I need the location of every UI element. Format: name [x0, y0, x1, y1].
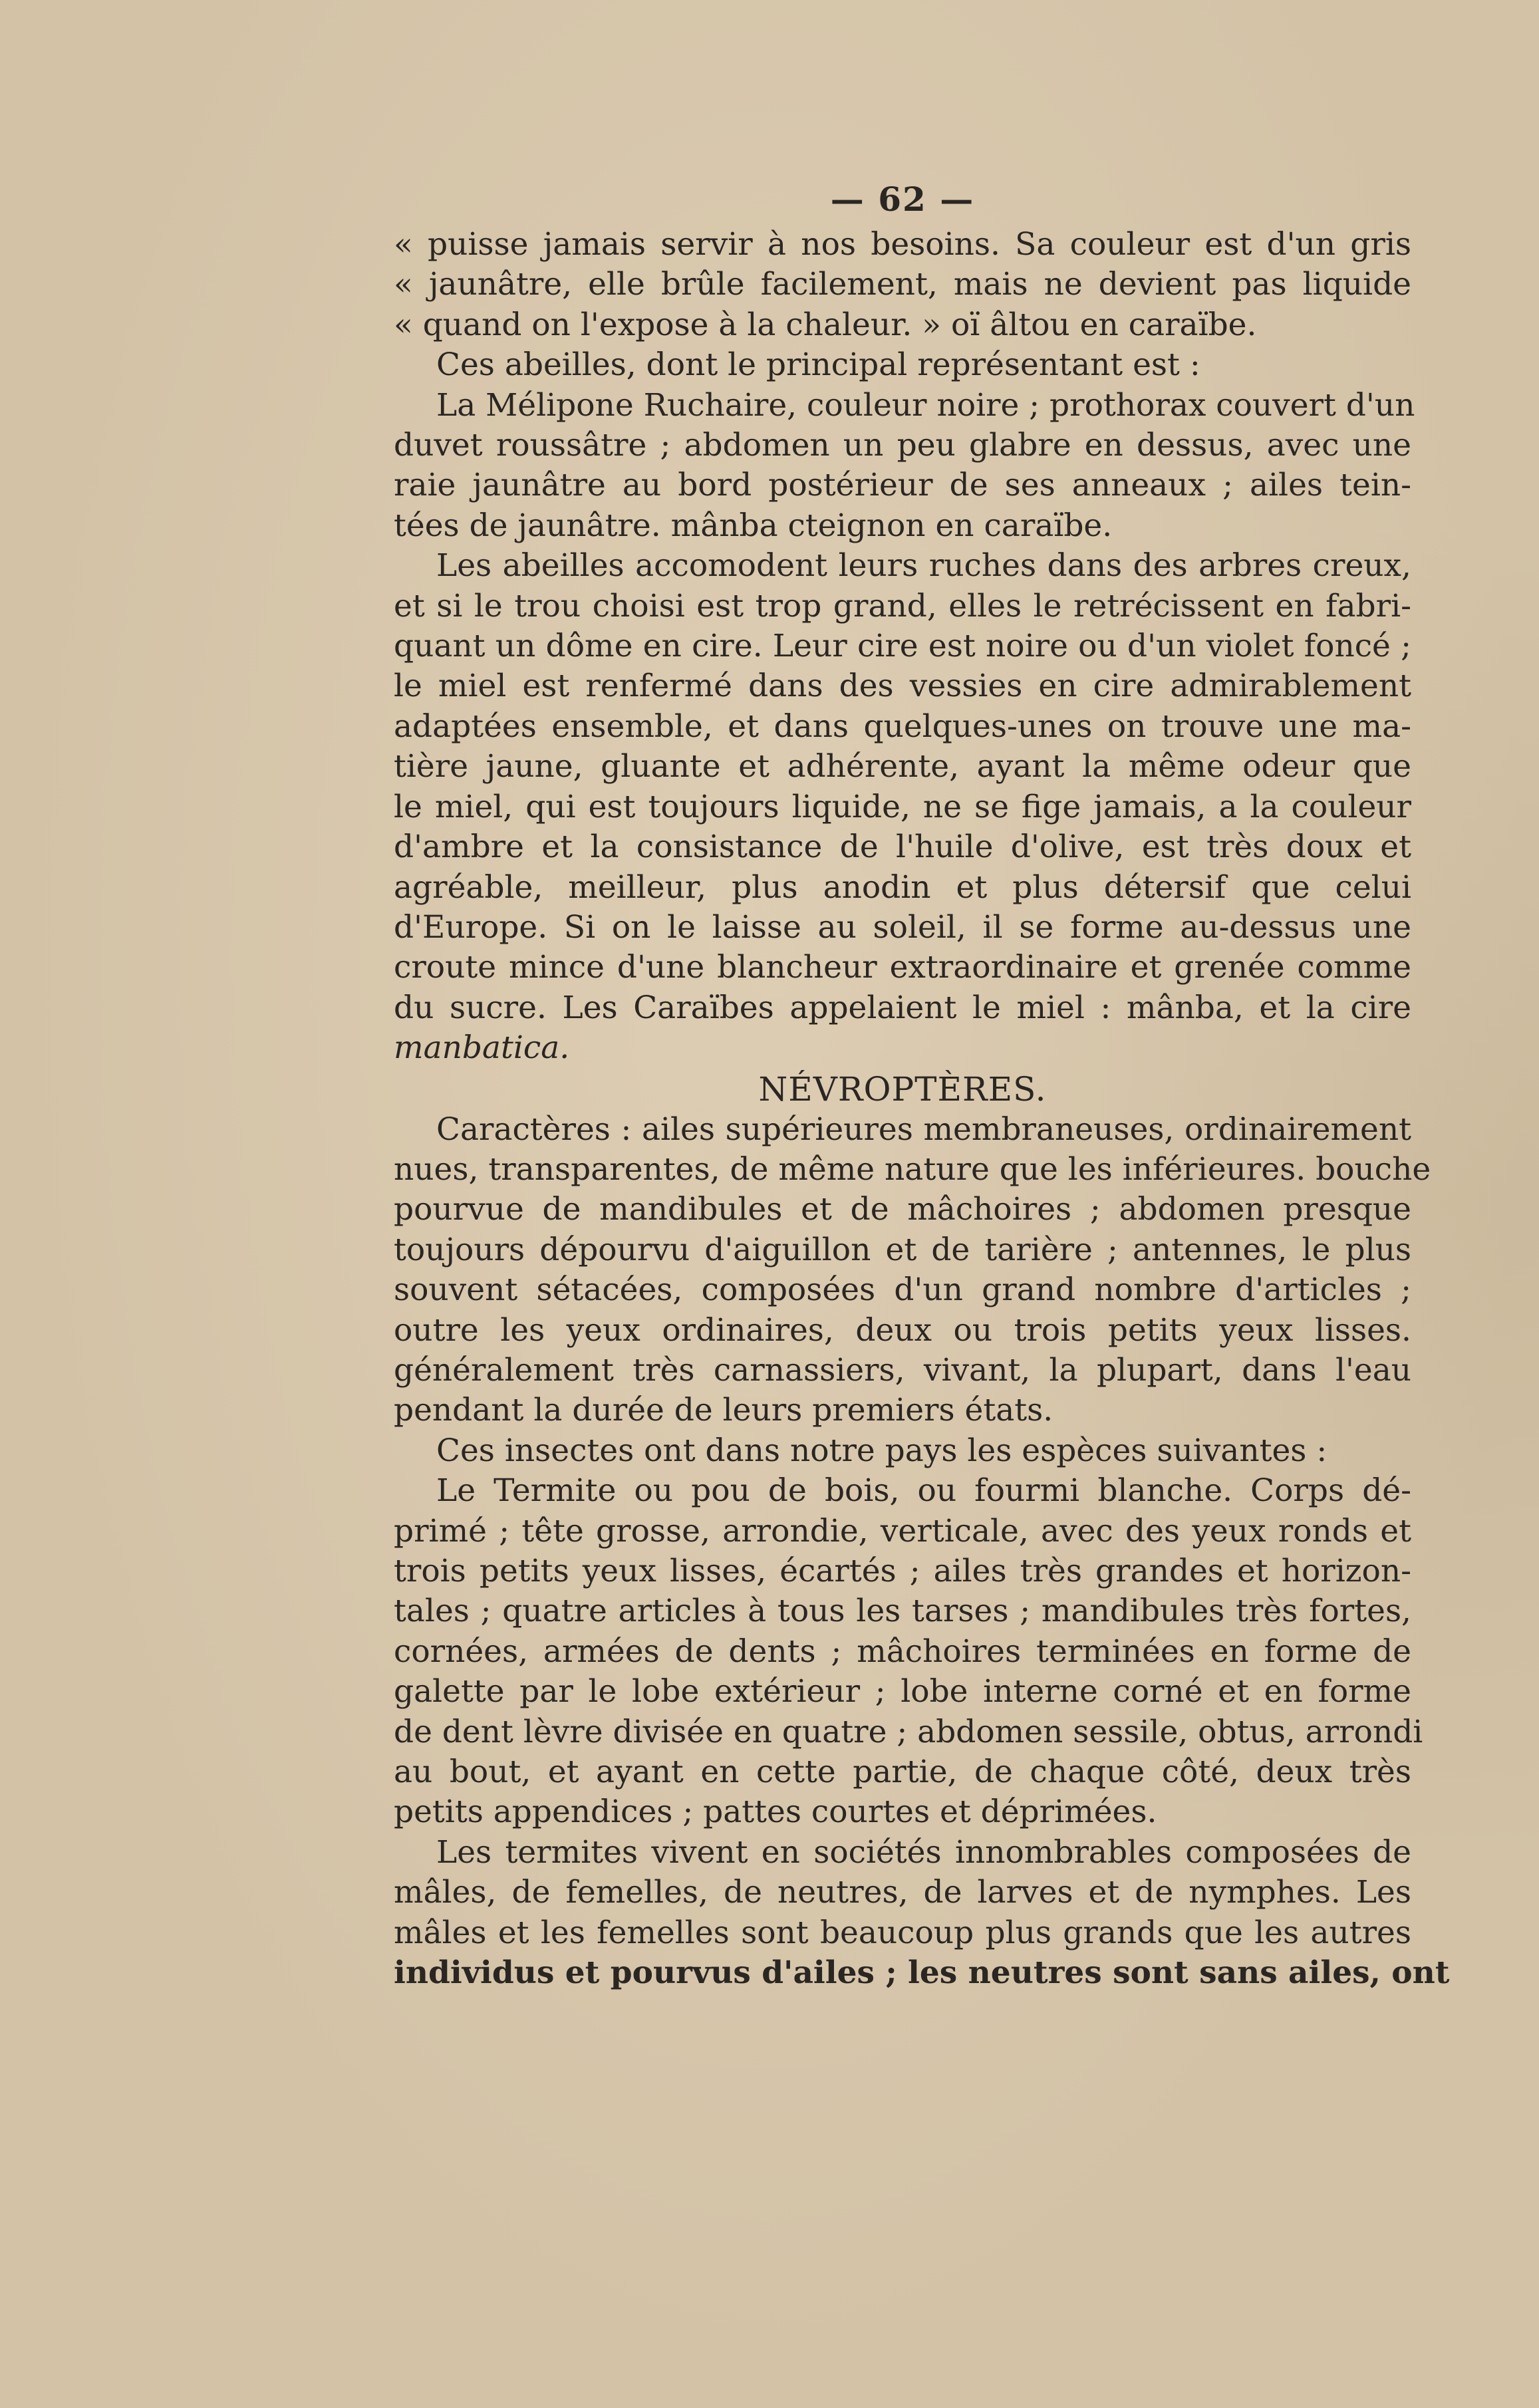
- text-line: tales ; quatre articles à tous les tarses ; mandibules très fortes,: [394, 1593, 1411, 1630]
- paragraph-ruches: [394, 546, 1411, 1068]
- text-line: galette par le lobe extérieur ; lobe interne corné et en forme: [394, 1673, 1411, 1710]
- text-line: agréable, meilleur, plus anodin et plus détersif que celui: [394, 869, 1411, 906]
- text-line: toujours dépourvu d'aiguillon et de tarière ; antennes, le plus: [394, 1231, 1411, 1268]
- text-line: manbatica.: [394, 1029, 570, 1067]
- text-line: petits appendices ; pattes courtes et déprimées.: [394, 1794, 1157, 1831]
- text-line: souvent sétacées, composées d'un grand nombre d'articles ;: [394, 1271, 1411, 1309]
- text-line: Ces abeilles, dont le principal représentant est :: [436, 346, 1200, 384]
- paragraph-abeilles-intro: [394, 345, 1411, 385]
- quote-continuation: [394, 225, 1411, 345]
- text-line: pourvue de mandibules et de mâchoires ; abdomen presque: [394, 1191, 1411, 1228]
- text-line: « quand on l'expose à la chaleur. » oï âltou en caraïbe.: [394, 306, 1257, 343]
- text-line: pendant la durée de leurs premiers états.: [394, 1392, 1053, 1429]
- text-line: « jaunâtre, elle brûle facilement, mais ne devient pas liquide: [394, 266, 1411, 303]
- text-line: tière jaune, gluante et adhérente, ayant la même odeur que: [394, 748, 1411, 785]
- book-page: [394, 180, 1450, 2308]
- text-line: adaptées ensemble, et dans quelques-unes on trouve une ma-: [394, 708, 1411, 745]
- paragraph-especes: [394, 1431, 1411, 1471]
- text-line: croute mince d'une blancheur extraordinaire et grenée comme: [394, 949, 1411, 986]
- text-line: raie jaunâtre au bord postérieur de ses anneaux ; ailes tein-: [394, 467, 1411, 504]
- text-line: nues, transparentes, de même nature que les inférieures. bouche: [394, 1150, 1431, 1188]
- text-line: Le Termite ou pou de bois, ou fourmi blanche. Corps dé-: [436, 1472, 1411, 1510]
- paragraph-melipone: [394, 386, 1415, 547]
- paragraph-termites-societes: [394, 1833, 1450, 1994]
- text-line: d'Europe. Si on le laisse au soleil, il se forme au-dessus une: [394, 908, 1411, 946]
- text-line: outre les yeux ordinaires, deux ou trois petits yeux lisses.: [394, 1311, 1411, 1349]
- text-line: du sucre. Les Caraïbes appelaient le miel : mânba, et la cire: [394, 989, 1411, 1026]
- page-number: — 62 —: [830, 180, 975, 219]
- text-line: tées de jaunâtre. mânba cteignon en caraïbe.: [394, 507, 1113, 544]
- text-line: « puisse jamais servir à nos besoins. Sa couleur est d'un gris: [394, 226, 1411, 263]
- text-line: généralement très carnassiers, vivant, la plupart, dans l'eau: [394, 1351, 1411, 1389]
- text-line: et si le trou choisi est trop grand, elles le retrécissent en fabri-: [394, 587, 1411, 624]
- text-line: mâles, de femelles, de neutres, de larves et de nymphes. Les: [394, 1874, 1411, 1911]
- text-line: Ces insectes ont dans notre pays les espèces suivantes :: [436, 1432, 1328, 1469]
- text-line: quant un dôme en cire. Leur cire est noire ou d'un violet foncé ;: [394, 628, 1411, 665]
- text-line: Les abeilles accomodent leurs ruches dans des arbres creux,: [436, 547, 1411, 585]
- text-line: duvet roussâtre ; abdomen un peu glabre en dessus, avec une: [394, 427, 1411, 464]
- section-heading: NÉVROPTÈRES.: [758, 1069, 1047, 1109]
- paragraph-termite: [394, 1471, 1423, 1833]
- text-line: le miel est renfermé dans des vessies en cire admirablement: [394, 668, 1411, 705]
- page-body: [394, 225, 1450, 1993]
- text-line: cornées, armées de dents ; mâchoires terminées en forme de: [394, 1633, 1411, 1670]
- paragraph-caracteres: [394, 1110, 1431, 1431]
- text-line: mâles et les femelles sont beaucoup plus grands que les autres: [394, 1914, 1411, 1951]
- text-line: Les termites vivent en sociétés innombrables composées de: [436, 1833, 1411, 1871]
- text-line: au bout, et ayant en cette partie, de chaque côté, deux très: [394, 1754, 1411, 1791]
- text-line: primé ; tête grosse, arrondie, verticale, avec des yeux ronds et: [394, 1512, 1411, 1549]
- text-line: trois petits yeux lisses, écartés ; ailes très grandes et horizon-: [394, 1553, 1411, 1589]
- text-line: Caractères : ailes supérieures membraneuses, ordinairement: [436, 1111, 1411, 1148]
- text-line: La Mélipone Ruchaire, couleur noire ; prothorax couvert d'un: [436, 386, 1415, 424]
- text-line: d'ambre et la consistance de l'huile d'olive, est très doux et: [394, 829, 1411, 866]
- text-line: individus et pourvus d'ailes ; les neutres sont sans ailes, ont: [394, 1954, 1450, 1992]
- text-line: le miel, qui est toujours liquide, ne se fige jamais, a la couleur: [394, 788, 1411, 825]
- text-line: de dent lèvre divisée en quatre ; abdomen sessile, obtus, arrondi: [394, 1713, 1423, 1750]
